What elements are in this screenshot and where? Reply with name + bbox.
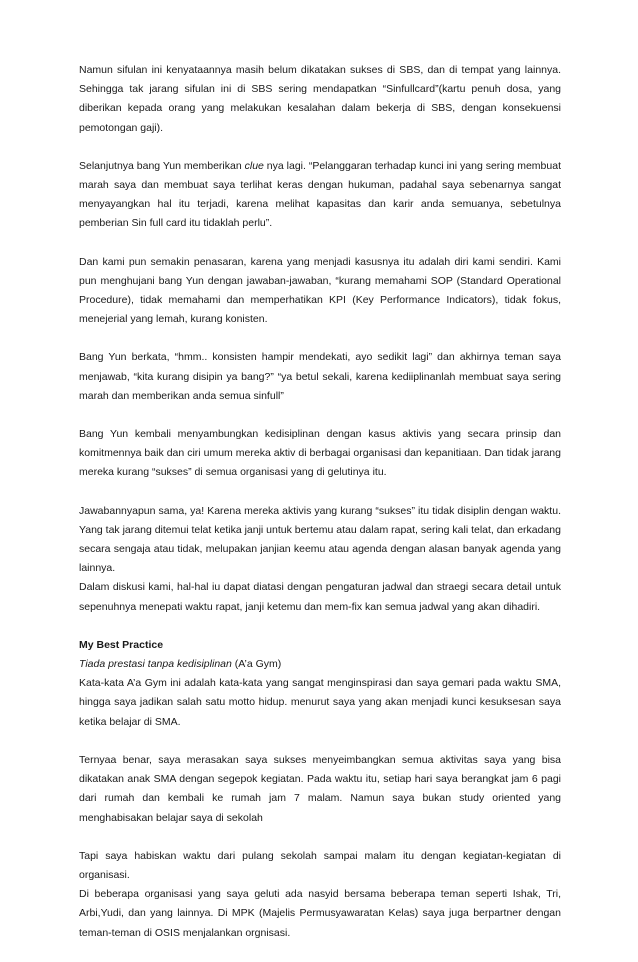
paragraph-motto: Kata-kata A’a Gym ini adalah kata-kata yang sangat menginspirasi dan saya gemari pada waktu SMA, hingga saya jadikan salah satu motto hidup. menurut saya yang akan menjadi kunci kesuksesan saya ketika belajar di SMA.	[79, 677, 561, 728]
paragraph-clue-rest: nya lagi. “Pelanggaran terhadap kunci ini yang sering membuat marah saya dan membuat saya terlihat keras dengan hukuman, padahal saya sebenarnya sangat menyayangkan hal itu terjadi, karena melihat kapasitas dan karir anda semuanya, sebetulnya pemberian Sin full card itu tidaklah perlu”.	[79, 159, 561, 230]
paragraph-activists: Bang Yun kembali menyambungkan kedisiplinan dengan kasus aktivis yang secara prinsip dan komitmennya baik dan ciri umum mereka aktiv di berbagai organisasi dan kepanitiaan. Dan tidak jarang mereka kurang “sukses” di semua organisasi yang di gelutinya itu.	[79, 428, 561, 479]
paragraph-answers: Dan kami pun semakin penasaran, karena yang menjadi kasusnya itu adalah diri kami sendiri. Kami pun menghujani bang Yun dengan jawaban-jawaban, “kurang memahami SOP (Standard Operational Procedure), tidak memahami dan memperhatikan KPI (Key Performance Indicators), tidak fokus, menejerial yang lemah, kurang konisten.	[79, 255, 561, 326]
paragraph-clue	[79, 157, 561, 234]
paragraph-sinfullcard: Namun sifulan ini kenyataannya masih belum dikatakan sukses di SBS, dan di tempat yang lainnya. Sehingga tak jarang sifulan ini di SBS sering mendapatkan “Sinfullcard”(kartu penuh dosa, yang diberikan kepada orang yang melakukan kesalahan dalam bekerja di SBS, dengan konsekuensi pemotongan gaji).	[79, 64, 561, 134]
subheading-author: (A’a Gym)	[231, 658, 282, 671]
clue-word: clue	[244, 159, 264, 172]
paragraph-discussion: Dalam diskusi kami, hal-hal iu dapat diatasi dengan pengaturan jadwal dan straegi secara detail untuk sepenuhnya menepati waktu rapat, janji ketemu dan mem-fix kan semua jadwal yang akan dihadiri.	[79, 581, 561, 613]
paragraph-clue-start: Selanjutnya bang Yun memberikan	[79, 159, 245, 172]
paragraph-balance: Ternyaa benar, saya merasakan saya sukses menyeimbangkan semua aktivitas saya yang bisa dikatakan anak SMA dengan segepok kegiatan. Pada waktu itu, setiap hari saya berangkat jam 6 pagi dari rumah dan kembali ke rumah jam 7 malam. Namun saya bukan study oriented yang menghabisakan belajar saya di sekolah	[79, 753, 561, 824]
paragraph-time-discipline: Jawabannyapun sama, ya! Karena mereka aktivis yang kurang “sukses” itu tidak disiplin dengan waktu. Yang tak jarang ditemui telat ketika janji untuk bertemu atau dalam rapat, sering kali telat, dan erkadang secara sengaja atau tidak, melupakan janjian keemu atau agenda dengan alasan banyak agenda yang lainnya.	[79, 504, 561, 575]
document-page	[79, 61, 561, 962]
paragraph-nasyid: Di beberapa organisasi yang saya geluti ada nasyid bersama beberapa teman seperti Ishak, Tri, Arbi,Yudi, dan yang lainnya. Di MPK (Majelis Permusyawaratan Kelas) saya juga berpartner dengan teman-teman di OSIS menjalankan orgnisasi.	[79, 888, 561, 939]
section-heading: My Best Practice	[79, 638, 164, 651]
paragraph-organization: Tapi saya habiskan waktu dari pulang sekolah sampai malam itu dengan kegiatan-kegiatan di organisasi.	[79, 849, 561, 881]
paragraph-discipline-answer: Bang Yun berkata, “hmm.. konsisten hampir mendekati, ayo sedikit lagi” dan akhirnya teman saya menjawab, “kita kurang disipin ya bang?” “ya betul sekali, karena kediiplinanlah membuat saya sering marah dan memberikan anda semua sinfull”	[79, 351, 561, 402]
subheading-quote: Tiada prestasi tanpa kedisiplinan	[79, 658, 232, 671]
section-subheading	[79, 655, 561, 674]
